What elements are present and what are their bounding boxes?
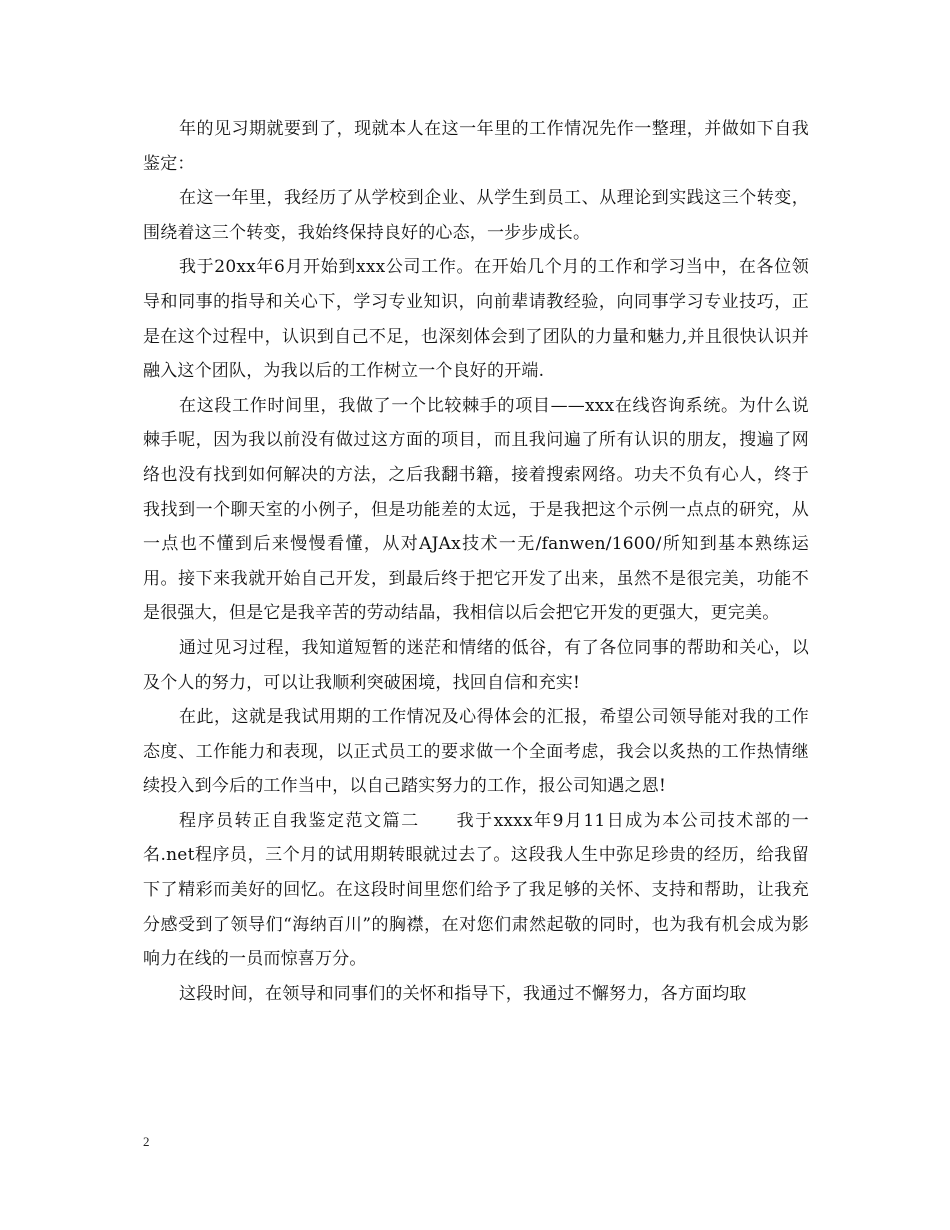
paragraph-8: 这段时间，在领导和同事们的关怀和指导下，我通过不懈努力，各方面均取 — [179, 983, 747, 1004]
paragraph-4: 在这段工作时间里，我做了一个比较棘手的项目——xxx在线咨询系统。为什么说棘手呢，因为我以前没有做过这方面的项目，而且我问遍了所有认识的朋友，搜遍了网络也没有找到如何解决的方法，之后我翻书籍，接着搜索网络。功夫不负有心人，终于我找到一个聊天室的小例子，但是功能差的太远，于是我把这个示例一点点的研究，从一点也不懂到后来慢慢看懂，从对AJAx技术一无/fanwen/1600/所知到基本熟练运用。接下来我就开始自己开发，到最后终于把它开发了出来，虽然不是很完美，功能不是很强大，但是它是我辛苦的劳动结晶，我相信以后会把它开发的更强大，更完美。 — [143, 395, 809, 624]
paragraph-1: 年的见习期就要到了，现就本人在这一年里的工作情况先作一整理，并做如下自我鉴定： — [143, 119, 809, 174]
paragraph-5: 通过见习过程，我知道短暂的迷茫和情绪的低谷，有了各位同事的帮助和关心，以及个人的努力，可以让我顺利突破困境，找回自信和充实! — [143, 637, 809, 693]
page-number: 2 — [143, 1134, 150, 1149]
document-body — [143, 112, 809, 1011]
paragraph-6: 在此，这就是我试用期的工作情况及心得体会的汇报，希望公司领导能对我的工作态度、工作能力和表现，以正式员工的要求做一个全面考虑，我会以炙热的工作热情继续投入到今后的工作当中，以自己踏实努力的工作，报公司知遇之恩! — [143, 707, 809, 797]
paragraph-7: 程序员转正自我鉴定范文篇二 我于xxxx年9月11日成为本公司技术部的一名.net程序员，三个月的试用期转眼就过去了。这段我人生中弥足珍贵的经历，给我留下了精彩而美好的回忆。在这段时间里您们给予了我足够的关怀、支持和帮助，让我充分感受到了领导们“海纳百川”的胸襟，在对您们肃然起敬的同时，也为我有机会成为影响力在线的一员而惊喜万分。 — [143, 810, 809, 970]
paragraph-2: 在这一年里，我经历了从学校到企业、从学生到员工、从理论到实践这三个转变，围绕着这三个转变，我始终保持良好的心态，一步步成长。 — [143, 188, 809, 243]
paragraph-3: 我于20xx年6月开始到xxx公司工作。在开始几个月的工作和学习当中，在各位领导和同事的指导和关心下，学习专业知识，向前辈请教经验，向同事学习专业技巧，正是在这个过程中，认识到自己不足，也深刻体会到了团队的力量和魅力,并且很快认识并融入这个团队，为我以后的工作树立一个良好的开端. — [143, 257, 809, 382]
